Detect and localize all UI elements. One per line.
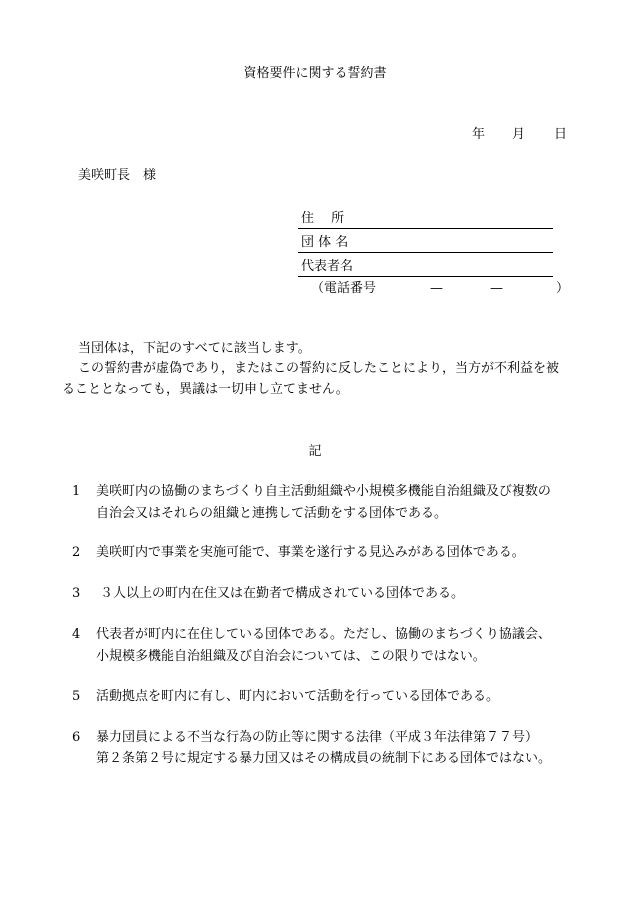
document-title: 資格要件に関する誓約書 <box>243 66 387 81</box>
date-year-label: 年 <box>472 127 486 142</box>
item-text: 自治会又はそれらの組織と連携して活動をする団体である。 <box>96 506 448 521</box>
item-number: 6 <box>72 730 81 745</box>
date-day-label: 日 <box>554 127 568 142</box>
group-name-field[interactable] <box>298 232 553 253</box>
item-number: 5 <box>72 689 81 704</box>
section-heading-ki: 記 <box>308 444 322 459</box>
representative-label: 代表者名 <box>301 259 354 274</box>
statement-paragraph-2-line-1: この誓約書が虚偽であり，またはこの誓約に反したことにより，当方が不利益を被 <box>78 361 560 376</box>
phone-dash-1: — <box>430 281 443 296</box>
item-text: 小規模多機能自治組織及び自治会については、この限りではない。 <box>96 649 486 664</box>
phone-label: （電話番号 <box>311 281 377 296</box>
item-text: 活動拠点を町内に有し、町内において活動を行っている団体である。 <box>96 689 500 704</box>
group-name-label: 団 体 名 <box>301 235 349 250</box>
representative-field[interactable] <box>298 256 553 277</box>
statement-paragraph-1: 当団体は，下記のすべてに該当します。 <box>78 341 311 356</box>
item-number: 2 <box>72 545 81 560</box>
item-number: 3 <box>72 586 81 601</box>
statement-paragraph-2-line-2: ることとなっても，異議は一切申し立てません。 <box>62 382 349 397</box>
item-text: 第２条第２号に規定する暴力団又はその構成員の統制下にある団体ではない。 <box>96 751 552 766</box>
phone-dash-2: — <box>490 281 503 296</box>
item-number: 1 <box>72 484 81 499</box>
phone-close-paren: ） <box>556 281 570 296</box>
item-text: 暴力団員による不当な行為の防止等に関する法律（平成３年法律第７７号） <box>96 730 539 745</box>
item-text: 代表者が町内に在住している団体である。ただし、協働のまちづくり協議会、 <box>96 627 551 642</box>
item-text: 美咲町内で事業を実施可能で、事業を遂行する見込みがある団体である。 <box>96 545 525 560</box>
item-text: ３人以上の町内在住又は在勤者で構成されている団体である。 <box>100 586 465 601</box>
address-label: 住 所 <box>301 211 345 226</box>
date-month-label: 月 <box>512 127 526 142</box>
address-field[interactable] <box>298 208 553 229</box>
item-text: 美咲町内の協働のまちづくり自主活動組織や小規模多機能自治組織及び複数の <box>96 484 551 499</box>
item-number: 4 <box>72 627 81 642</box>
addressee: 美咲町長 様 <box>78 168 157 183</box>
